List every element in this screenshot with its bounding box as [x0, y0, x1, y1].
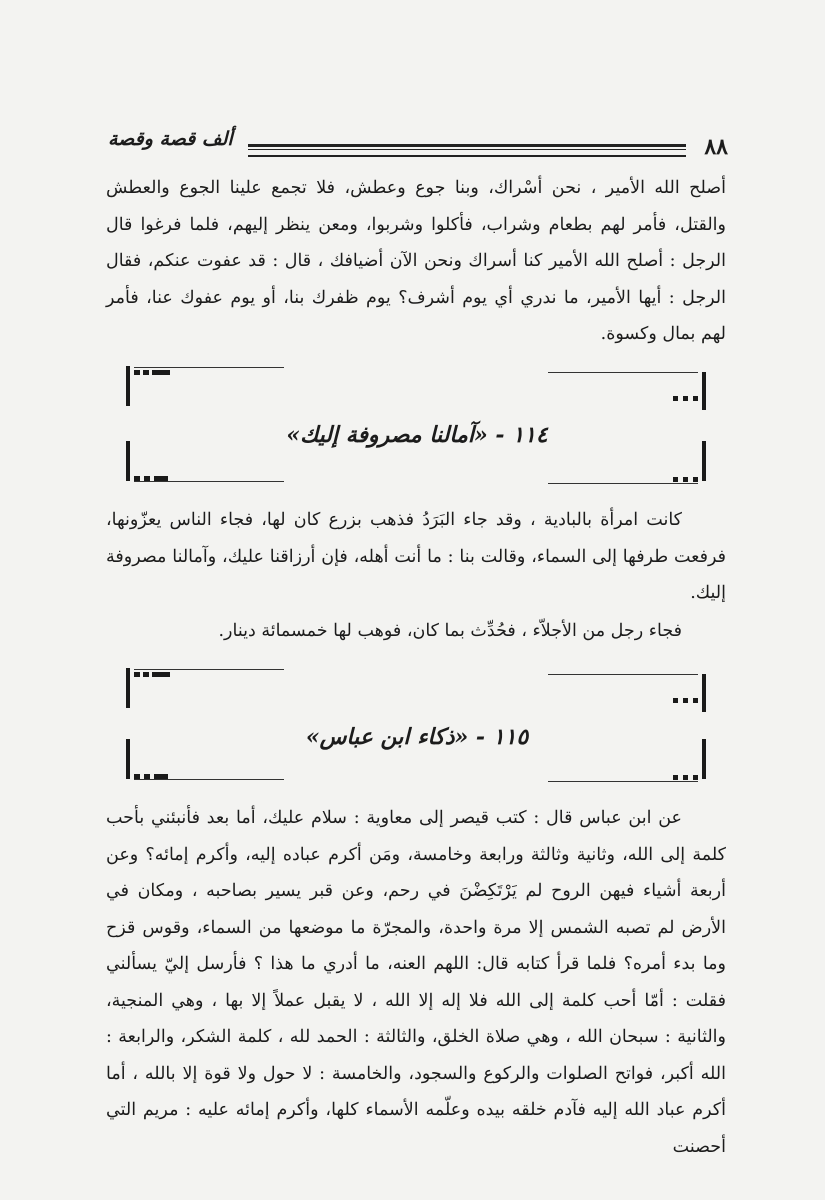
story-title-frame-115	[122, 668, 712, 784]
running-header	[108, 128, 728, 162]
frame-corner-top-left	[122, 366, 297, 411]
story-title-114: ١١٤ - «آمالنا مصروفة إليك»	[286, 422, 548, 448]
paragraph-continued: أصلح الله الأمير ، نحن أسْراك، وبنا جوع وعطش، فلا تجمع علينا الجوع والعطش والقتل، فأمر لهم بطعام وشراب، فأكلوا وشربوا، ومعن ينظر إليهم، فلما فرغوا قال الرجل : أصلح الله الأمير كنا أسراك ونحن الآن أضيافك ، قال : قد عفوت عنكم، فقال الرجل : أيها الأمير، ما ندري أي يوم أشرف؟ يوم ظفرك بنا، أو يوم عفوك عنا، فأمر لهم بمال وكسوة.	[106, 178, 726, 344]
frame-corner-bottom-left	[122, 739, 297, 784]
story-114-paragraph-1: كانت امرأة بالبادية ، وقد جاء البَرَدُ فذهب بزرع كان لها، فجاء الناس يعزّونها، فرفعت طرفها إلى السماء، وقالت بنا : ما أنت أهله، فإن أرزاقنا عليك، وآمالنا مصروفة إليك.	[106, 510, 726, 603]
frame-corner-top-right	[537, 668, 712, 713]
frame-corner-top-left	[122, 668, 297, 713]
frame-corner-bottom-right	[537, 739, 712, 784]
story-title-frame-114	[122, 366, 712, 486]
frame-corner-bottom-left	[122, 441, 297, 486]
frame-corner-bottom-right	[537, 441, 712, 486]
header-rule	[248, 144, 686, 157]
page-number: ٨٨	[704, 134, 728, 160]
story-115-paragraph-1: عن ابن عباس قال : كتب قيصر إلى معاوية : سلام عليك، أما بعد فأنبئني بأحب كلمة إلى الله، وثانية وثالثة ورابعة وخامسة، ومَن أكرم عباده إليه، وأكرم إمائه؟ وعن أربعة أشياء فيهن الروح لم يَرْتَكِضْنَ في رحم، وعن قبر يسير بصاحبه ، ومكان في الأرض لم تصبه الشمس إلا مرة واحدة، والمجرّة ما موضعها من السماء، وقوس قزح وما بدء أمره؟ فلما قرأ كتابه قال: اللهم العنه، ما أدري ما هذا ؟ فأرسل إليّ يسألني فقلت : أمّا أحب كلمة إلى الله فلا إله إلا الله ، لا يقبل عملاً إلا بها ، وهي المنجية، والثانية : سبحان الله ، وهي صلاة الخلق، والثالثة : الحمد لله ، كلمة الشكر، والرابعة : الله أكبر، فواتح الصلوات والركوع والسجود، والخامسة : لا حول ولا قوة إلا بالله ، أما أكرم عباد الله إليه فآدم خلقه بيده وعلّمه الأسماء كلها، وأكرم إمائه عليه : مريم التي أحصنت	[106, 808, 726, 1157]
book-title: ألف قصة وقصة	[108, 128, 233, 150]
story-114-paragraph-2: فجاء رجل من الأجلاّء ، فحُدِّث بما كان، فوهب لها خمسمائة دينار.	[218, 621, 682, 641]
story-title-115: ١١٥ - «ذكاء ابن عباس»	[305, 724, 529, 750]
frame-corner-top-right	[537, 366, 712, 411]
